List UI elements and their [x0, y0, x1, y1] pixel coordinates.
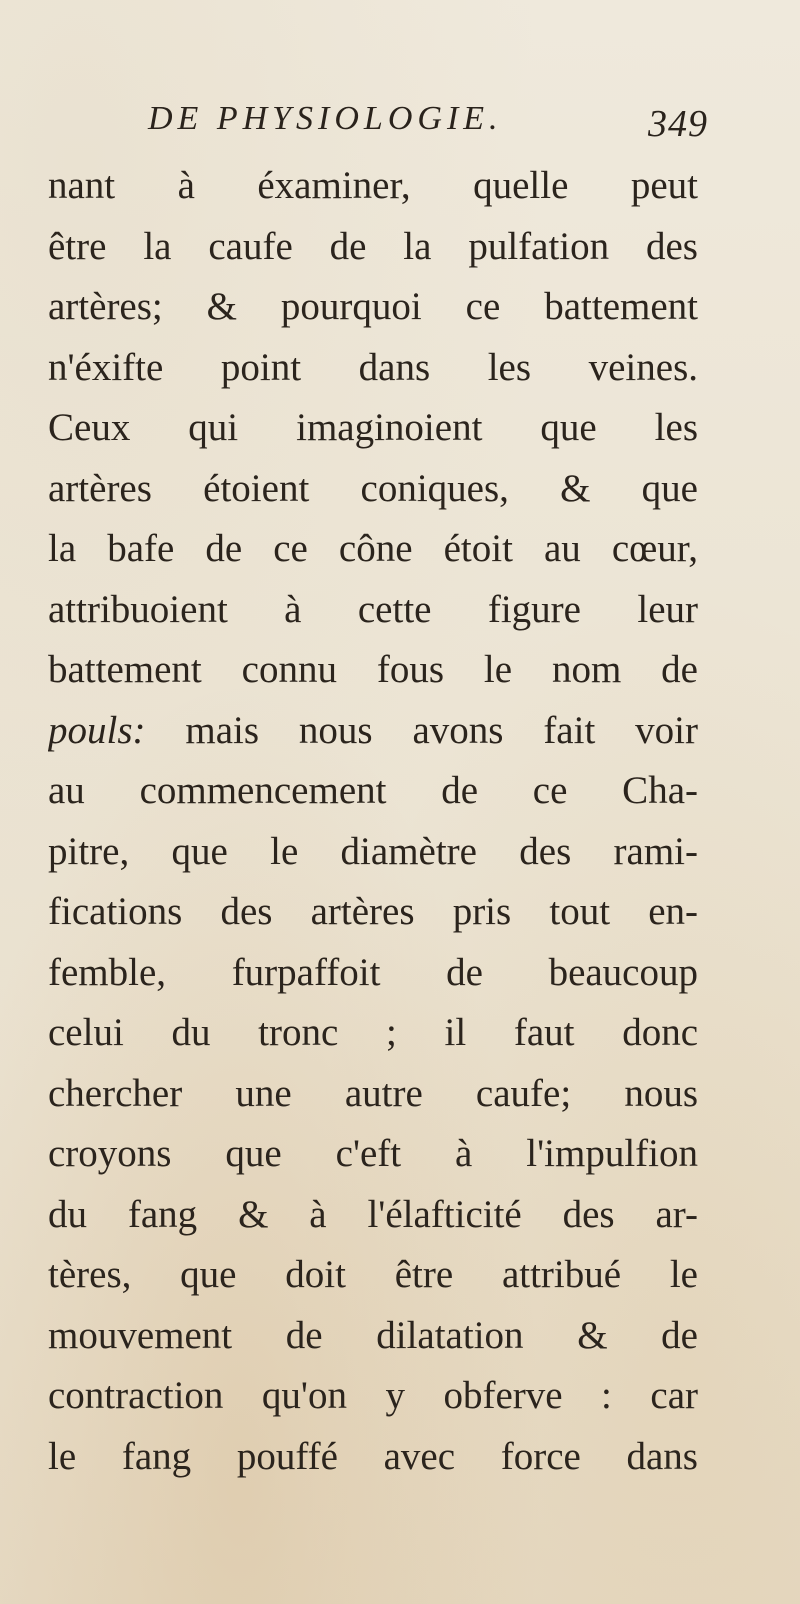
text-line: être la caufe de la pulfation des [48, 224, 698, 268]
page-header [148, 100, 708, 150]
text-line: battement connu fous le nom de [48, 648, 698, 691]
text-line: celui du tronc ; il faut donc [48, 1011, 698, 1054]
body-text [48, 156, 698, 1487]
text-line: attribuoient à cette figure leur [48, 587, 698, 631]
running-head: DE PHYSIOLOGIE. [148, 100, 503, 137]
text-line: mouvement de dilatation & de [48, 1313, 698, 1357]
text-line-rest: mais nous avons fait voir [185, 708, 698, 752]
text-line: pitre, que le diamètre des rami- [48, 829, 698, 873]
text-line: au commencement de ce Cha- [48, 769, 698, 812]
text-line: femble, furpaffoit de beaucoup [48, 950, 698, 994]
text-line: artères étoient coniques, & que [48, 466, 698, 510]
text-line: tères, que doit être attribué le [48, 1253, 698, 1296]
italic-term: pouls: [48, 708, 146, 752]
text-line: artères; & pourquoi ce battement [48, 285, 698, 328]
text-line: n'éxifte point dans les veines. [48, 345, 698, 389]
text-line: fications des artères pris tout en- [48, 890, 698, 933]
text-line: croyons que c'eft à l'impulfion [48, 1132, 698, 1175]
text-line: du fang & à l'élafticité des ar- [48, 1192, 698, 1236]
text-line: le fang pouffé avec force dans [48, 1434, 698, 1478]
text-line [48, 701, 698, 762]
text-line: la bafe de ce cône étoit au cœur, [48, 527, 698, 570]
page-number: 349 [648, 103, 708, 145]
text-line: chercher une autre caufe; nous [48, 1071, 698, 1115]
text-line: nant à éxaminer, quelle peut [48, 164, 698, 207]
text-line: contraction qu'on y obferve : car [48, 1374, 698, 1417]
text-line: Ceux qui imaginoient que les [48, 406, 698, 449]
